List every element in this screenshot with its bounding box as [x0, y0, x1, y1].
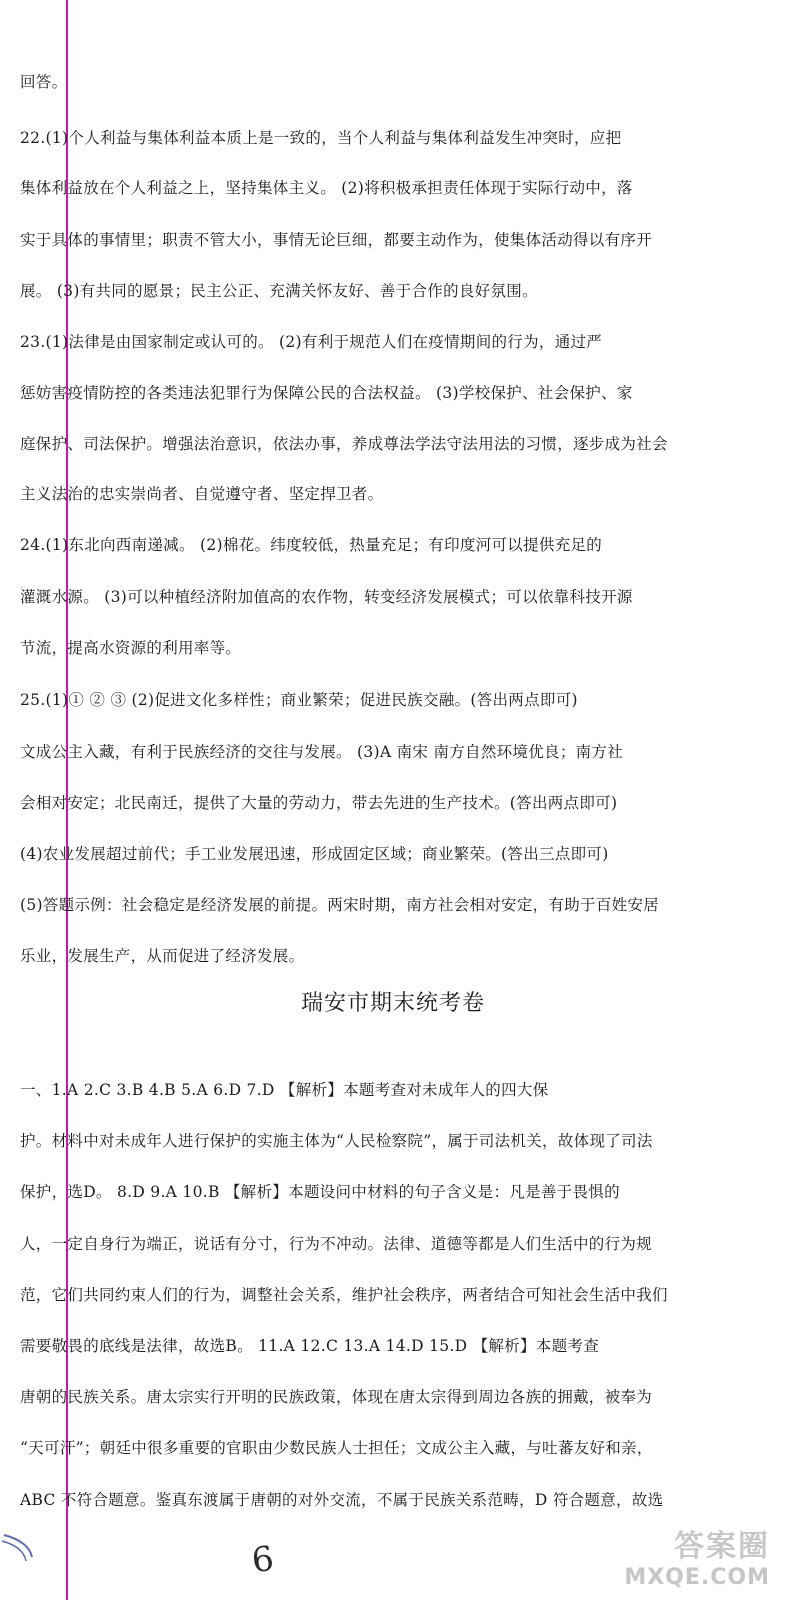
text-line: “天可汗”；朝廷中很多重要的官职由少数民族人士担任；文成公主入藏，与吐蕃友好和亲，	[20, 1439, 653, 1457]
text-line: 22.(1)个人利益与集体利益本质上是一致的，当个人利益与集体利益发生冲突时，应把	[20, 129, 622, 147]
text-line: 回答。	[20, 73, 68, 91]
text-line: 人，一定自身行为端正，说话有分寸，行为不冲动。法律、道德等都是人们生活中的行为规	[20, 1235, 653, 1253]
text-line: 实于具体的事情里；职责不管大小，事情无论巨细，都要主动作为，使集体活动得以有序开	[20, 231, 653, 249]
text-line: 唐朝的民族关系。唐太宗实行开明的民族政策，体现在唐太宗得到周边各族的拥戴，被奉为	[20, 1388, 653, 1406]
text-line: 文成公主入藏，有利于民族经济的交往与发展。 (3)A 南宋 南方自然环境优良；南方社	[20, 743, 624, 761]
text-line: 保护，选D。 8.D 9.A 10.B 【解析】本题设问中材料的句子含义是：凡是善于畏惧的	[20, 1183, 620, 1201]
text-line: 展。 (3)有共同的愿景；民主公正、充满关怀友好、善于合作的良好氛围。	[20, 282, 538, 300]
text-line: (4)农业发展超过前代；手工业发展迅速，形成固定区域；商业繁荣。(答出三点即可)	[20, 845, 609, 863]
text-line: 庭保护、司法保护。增强法治意识，依法办事，养成尊法学法守法用法的习惯，逐步成为社会	[20, 435, 668, 453]
watermark-brand: 答案圈	[674, 1529, 770, 1564]
text-line: 集体利益放在个人利益之上，坚持集体主义。 (2)将积极承担责任体现于实际行动中，落	[20, 179, 633, 197]
text-line: 主义法治的忠实崇尚者、自觉遵守者、坚定捍卫者。	[20, 485, 384, 503]
text-line: 乐业，发展生产，从而促进了经济发展。	[20, 947, 305, 965]
text-line: 25.(1)① ② ③ (2)促进文化多样性；商业繁荣；促进民族交融。(答出两点即可)	[20, 691, 578, 709]
text-line: 节流，提高水资源的利用率等。	[20, 639, 242, 657]
text-line: ABC 不符合题意。鉴真东渡属于唐朝的对外交流，不属于民族关系范畴，D 符合题意，故选	[20, 1491, 664, 1509]
text-line: 需要敬畏的底线是法律，故选B。 11.A 12.C 13.A 14.D 15.D 【解析】本题考查	[20, 1337, 600, 1355]
text-line: (5)答题示例：社会稳定是经济发展的前提。两宋时期，南方社会相对安定，有助于百姓安居	[20, 896, 660, 914]
text-line: 一、1.A 2.C 3.B 4.B 5.A 6.D 7.D 【解析】本题考查对未成年人的四大保	[20, 1081, 549, 1099]
text-line: 23.(1)法律是由国家制定或认可的。 (2)有利于规范人们在疫情期间的行为，通过严	[20, 333, 603, 351]
text-line: 24.(1)东北向西南递减。 (2)棉花。纬度较低，热量充足；有印度河可以提供充足的	[20, 536, 603, 554]
text-line: 护。材料中对未成年人进行保护的实施主体为“人民检察院”，属于司法机关，故体现了司法	[20, 1132, 653, 1150]
handwritten-page-number: 6	[249, 1538, 277, 1582]
text-line: 惩妨害疫情防控的各类违法犯罪行为保障公民的合法权益。 (3)学校保护、社会保护、家	[20, 384, 633, 402]
section-title: 瑞安市期末统考卷	[300, 991, 485, 1016]
text-line: 范，它们共同约束人们的行为，调整社会关系，维护社会秩序，两者结合可知社会生活中我们	[20, 1286, 668, 1304]
watermark	[624, 1521, 770, 1590]
text-line: 灌溉水源。 (3)可以种植经济附加值高的农作物，转变经济发展模式；可以依靠科技开源	[20, 588, 633, 606]
watermark-url: MXQE.COM	[624, 1565, 770, 1590]
text-line: 会相对安定；北民南迁，提供了大量的劳动力，带去先进的生产技术。(答出两点即可)	[20, 794, 618, 812]
corner-stamp-icon	[0, 1525, 40, 1565]
